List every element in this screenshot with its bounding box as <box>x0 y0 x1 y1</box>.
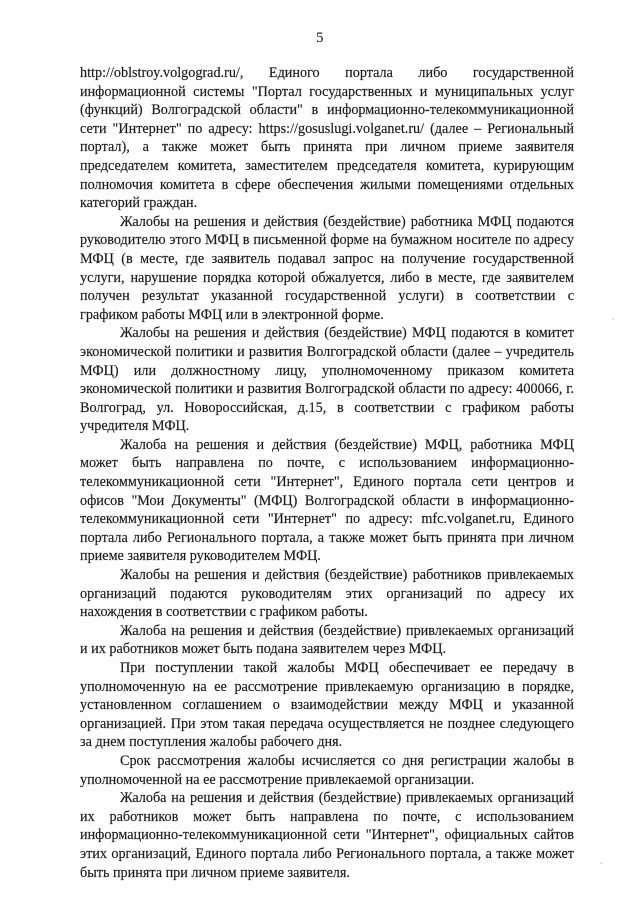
scan-speck <box>612 318 614 320</box>
scan-speck <box>600 862 602 864</box>
page-number: 5 <box>316 30 324 46</box>
paragraph-mfc-worker-complaints: Жалобы на решения и действия (бездействие) работника МФЦ подаются руководителю этого МФЦ в письменной форме на бумажном носителе по адресу МФЦ (в месте, где заявитель подавал запрос на получение государственной услуги, нарушение порядка которой обжалуется, либо в месте, где заявителем получен результат указанной государственной услуги) в соответствии с графиком работы МФЦ или в электронной форме. <box>80 213 574 323</box>
paragraph-contact-channels: http://oblstroy.volgograd.ru/, Единого портала либо государственной информационной системы "Портал государственных и муниципальных услуг (функций) Волгоградской области" в информационно-телекоммуникационной сети "Интернет" по адресу: https://gosuslugi.volganet.ru/ (далее – Региональный портал), а также может быть принята при личном приеме заявителя председателем комитета, заместителем председателя комитета, курирующим полномочия комитета в сфере обеспечения жилыми помещениями отдельных категорий граждан. <box>80 65 574 212</box>
document-body <box>80 64 574 882</box>
paragraph-mfc-complaint-channels: Жалоба на решения и действия (бездействие) МФЦ, работника МФЦ может быть направлена по почте, с использованием информационно-телекоммуникационной сети "Интернет", Единого портала сети центров и офисов "Мои Документы" (МФЦ) Волгоградской области в информационно-телекоммуникационной сети "Интернет" по адресу: mfc.volganet.ru, Единого портала либо Регионального портала, а также может быть принята при личном приеме заявителя руководителем МФЦ. <box>80 436 574 565</box>
paragraph-mfc-transfer: При поступлении такой жалобы МФЦ обеспечивает ее передачу в уполномоченную на ее рассмотрение привлекаемую организацию в порядке, установленном соглашением о взаимодействии между МФЦ и указанной организацией. При этом такая передача осуществляется не позднее следующего за днем поступления жалобы рабочего дня. <box>80 660 574 751</box>
paragraph-engaged-org-worker-complaints: Жалобы на решения и действия (бездействие) работников привлекаемых организаций подаются руководителям этих организаций по адресу их нахождения в соответствии с графиком работы. <box>80 567 574 621</box>
paragraph-mfc-complaints-founder: Жалобы на решения и действия (бездействие) МФЦ подаются в комитет экономической политики и развития Волгоградской области (далее – учредитель МФЦ) или должностному лицу, уполномоченному приказом комитета экономической политики и развития Волгоградской области по адресу: 400066, г. Волгоград, ул. Новороссийская, д.15, в соответствии с графиком работы учредителя МФЦ. <box>80 325 574 435</box>
paragraph-engaged-org-via-mfc: Жалоба на решения и действия (бездействие) привлекаемых организаций и их работников может быть подана заявителем через МФЦ. <box>80 622 574 658</box>
paragraph-review-period: Срок рассмотрения жалобы исчисляется со дня регистрации жалобы в уполномоченной на ее рассмотрение привлекаемой организации. <box>80 752 574 788</box>
paragraph-engaged-org-channels: Жалоба на решения и действия (бездействие) привлекаемых организаций их работников может быть направлена по почте, с использованием информационно-телекоммуникационной сети "Интернет", официальных сайтов этих организаций, Единого портала либо Регионального портала, а также может быть принята при личном приеме заявителя. <box>80 790 574 881</box>
